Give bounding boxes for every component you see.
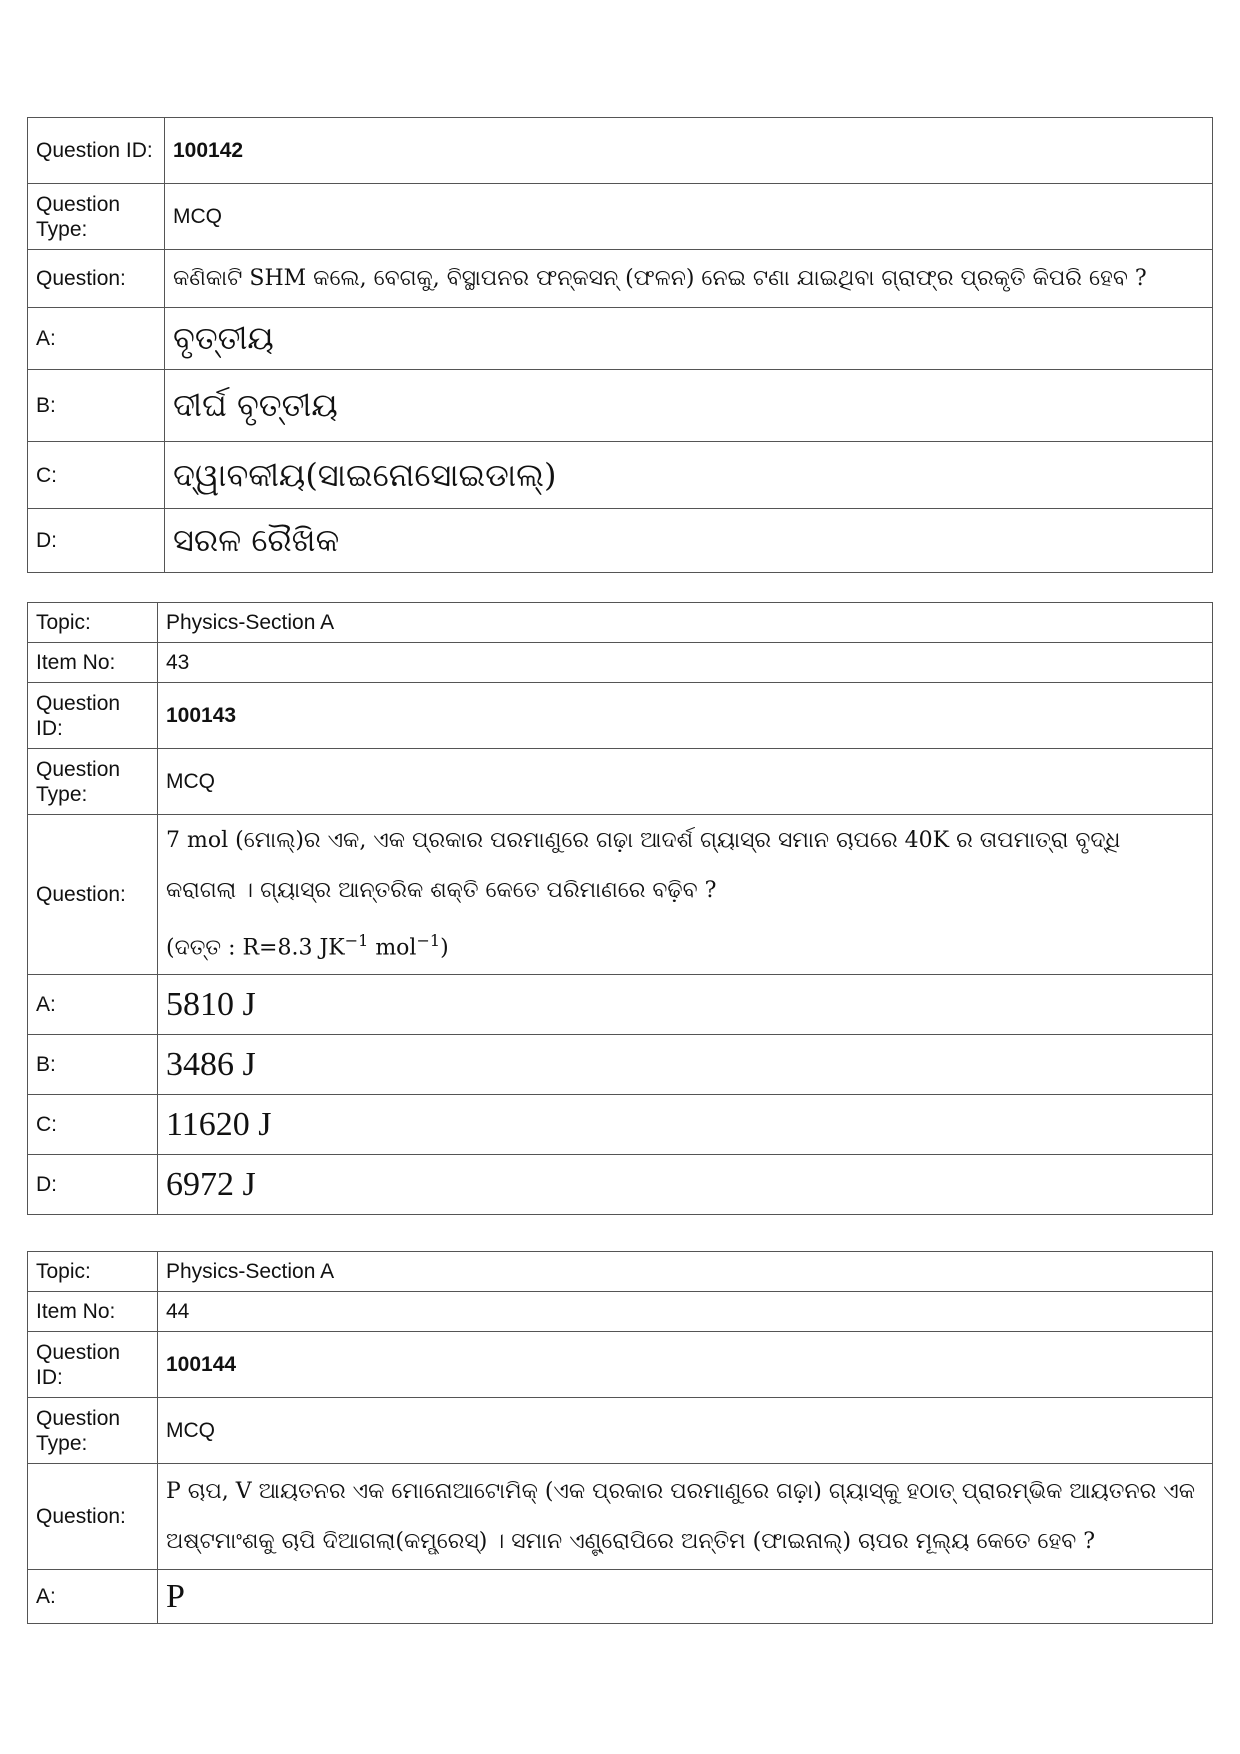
question-id-label: Question ID: [28, 118, 165, 184]
question-text [158, 1464, 1213, 1570]
question-line: 7 mol (ମୋଲ୍)ର ଏକ, ଏକ ପ୍ରକାର ପରମାଣୁରେ ଗଢ଼ା ଆଦର୍ଶ ଗ୍ୟାସ୍‌ର ସମାନ ଚାପରେ 40K ର ତାପମାତ୍ରା ବୃଦ୍ଧି [166, 827, 1121, 853]
question-label: Question: [28, 1464, 158, 1570]
question-id-row [28, 683, 1213, 749]
question-id-row [28, 1332, 1213, 1398]
option-row-d [28, 509, 1213, 573]
question-table-100144 [27, 1251, 1213, 1624]
topic-value: Physics-Section A [158, 1252, 1213, 1292]
option-row-a [28, 308, 1213, 370]
question-row [28, 815, 1213, 975]
question-table-100142 [27, 117, 1213, 573]
question-id-label: Question ID: [28, 683, 158, 749]
option-label: A: [28, 975, 158, 1035]
question-type-label: Question Type: [28, 184, 165, 250]
given-prefix: (ଦତ୍ତ : R=8.3 JK [166, 935, 345, 961]
question-text: କଣିକାଟି SHM କଲେ, ବେଗକୁ, ବିସ୍ଥାପନର ଫନ୍କସନ୍ (ଫଳନ) ନେଇ ଟଣା ଯାଇଥିବା ଗ୍ରାଫ୍‌ର ପ୍ରକୃତି କିପରି ହେବ ? [165, 250, 1213, 308]
option-row-b [28, 370, 1213, 442]
option-label: D: [28, 509, 165, 573]
option-row-d [28, 1155, 1213, 1215]
option-label: D: [28, 1155, 158, 1215]
item-no-label: Item No: [28, 1292, 158, 1332]
question-type-row [28, 1398, 1213, 1464]
question-type-row [28, 184, 1213, 250]
option-row-a [28, 1570, 1213, 1624]
question-type-value: MCQ [158, 1398, 1213, 1464]
question-line: P ଚାପ, V ଆୟତନର ଏକ ମୋନୋଆଟୋମିକ୍ (ଏକ ପ୍ରକାର ପରମାଣୁରେ ଗଢ଼ା) ଗ୍ୟାସ୍‌କୁ ହଠାତ୍ ପ୍ରାରମ୍ଭିକ ଆୟତନର ଏକ [166, 1478, 1196, 1504]
question-table-100143 [27, 602, 1213, 1215]
option-row-a [28, 975, 1213, 1035]
item-no-value: 44 [158, 1292, 1213, 1332]
question-row [28, 1464, 1213, 1570]
given-constant [166, 916, 1204, 973]
item-no-row [28, 643, 1213, 683]
question-type-row [28, 749, 1213, 815]
topic-value: Physics-Section A [158, 603, 1213, 643]
question-type-value: MCQ [158, 749, 1213, 815]
question-label: Question: [28, 250, 165, 308]
option-row-b [28, 1035, 1213, 1095]
item-no-row [28, 1292, 1213, 1332]
question-id-value: 100142 [165, 118, 1213, 184]
question-label: Question: [28, 815, 158, 975]
given-exponent: −1 [344, 930, 369, 950]
option-label: B: [28, 1035, 158, 1095]
topic-row [28, 1252, 1213, 1292]
option-label: C: [28, 442, 165, 509]
option-text: ଦ୍ୱାବକୀୟ(ସାଇନୋସୋଇଡାଲ୍) [165, 442, 1213, 509]
question-line: କରାଗଲା । ଗ୍ୟାସ୍‌ର ଆନ୍ତରିକ ଶକ୍ତି କେତେ ପରିମାଣରେ ବଢ଼ିବ ? [166, 877, 717, 903]
question-id-value: 100144 [158, 1332, 1213, 1398]
given-unit: mol [368, 935, 417, 961]
topic-row [28, 603, 1213, 643]
question-id-value: 100143 [158, 683, 1213, 749]
question-row [28, 250, 1213, 308]
option-text: 6972 J [158, 1155, 1213, 1215]
option-text: ଦୀର୍ଘ ବୃତ୍ତୀୟ [165, 370, 1213, 442]
option-text: P [158, 1570, 1213, 1624]
option-label: B: [28, 370, 165, 442]
option-text: 3486 J [158, 1035, 1213, 1095]
item-no-value: 43 [158, 643, 1213, 683]
topic-label: Topic: [28, 1252, 158, 1292]
question-line: ଅଷ୍ଟମାଂଶକୁ ଚାପି ଦିଆଗଲା(କମ୍ପ୍ରେସ୍) । ସମାନ ଏଣ୍ଟ୍ରୋପିରେ ଅନ୍ତିମ (ଫାଇନାଲ୍) ଚାପର ମୂଲ୍ୟ କେତେ ହେବ ? [166, 1528, 1096, 1554]
option-label: A: [28, 308, 165, 370]
option-row-c [28, 442, 1213, 509]
question-type-label: Question Type: [28, 749, 158, 815]
question-type-value: MCQ [165, 184, 1213, 250]
given-exponent: −1 [416, 930, 441, 950]
question-id-label: Question ID: [28, 1332, 158, 1398]
option-text: 11620 J [158, 1095, 1213, 1155]
option-text: ସରଳ ରୈଖିକ [165, 509, 1213, 573]
option-row-c [28, 1095, 1213, 1155]
option-text: ବୃତ୍ତୀୟ [165, 308, 1213, 370]
question-id-row [28, 118, 1213, 184]
question-text [158, 815, 1213, 975]
topic-label: Topic: [28, 603, 158, 643]
option-text: 5810 J [158, 975, 1213, 1035]
given-suffix: ) [440, 935, 449, 961]
item-no-label: Item No: [28, 643, 158, 683]
option-label: A: [28, 1570, 158, 1624]
question-type-label: Question Type: [28, 1398, 158, 1464]
option-label: C: [28, 1095, 158, 1155]
